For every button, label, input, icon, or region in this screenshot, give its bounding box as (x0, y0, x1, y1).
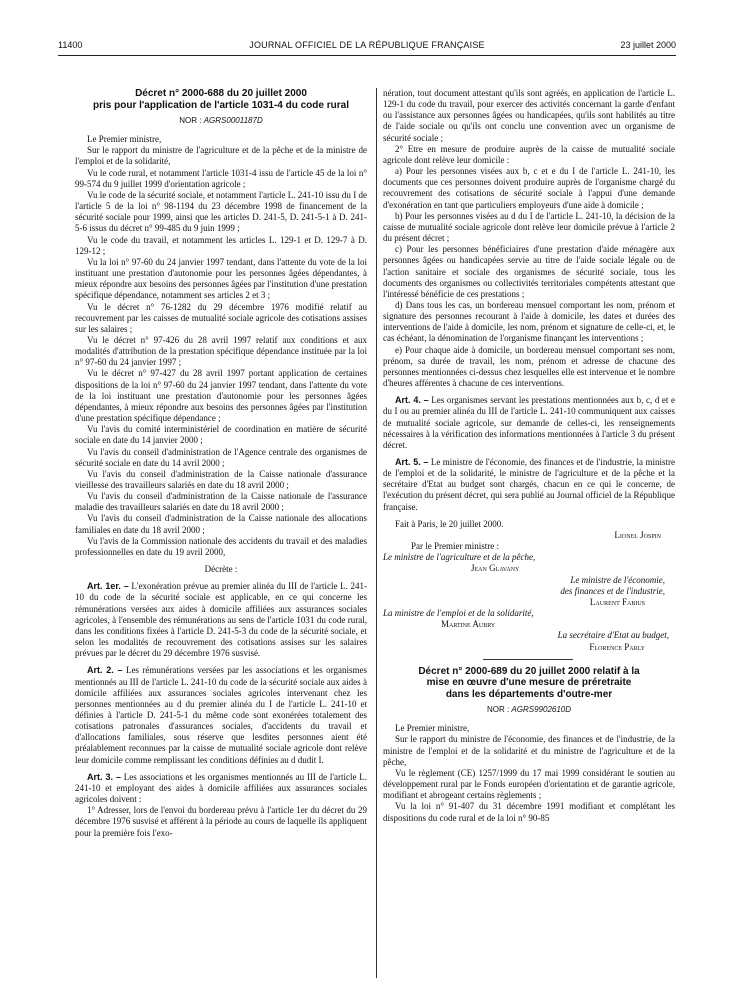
article-text: Les organismes servant les prestations mentionnées aux b, c, d et e du I ou au premier alinéa du III de l'article L. 241-10 communiquent aux caisses de mutualité sociale agricole, sur demande de celles-ci, les renseignements nécessaires à la vérification des informations mentionnées à l'article 3 du présent décret. (383, 395, 675, 450)
article-3-item-e: e) Pour chaque aide à domicile, un bordereau mensuel comportant ses nom, prénom, sa durée de travail, les nom, prénom et adresse de chacune des personnes mentionnées ci-dessus chez lesquelles elle est intervenue et le nombre d'heures afférentes à chacune de ces interventions. (383, 344, 675, 389)
article-1 (75, 581, 367, 659)
visa: Vu le décret n° 97-426 du 28 avril 1997 relatif aux conditions et aux modalités d'attribution de la prestation spécifique dépendance instituée par la loi n° 97-60 du 24 janvier 1997 ; (75, 334, 367, 368)
article-text: Les associations et les organismes mentionnés au III de l'article L. 241-10 et employant des aides à domicile affiliées aux assurances sociales agricoles doivent : (75, 771, 367, 805)
visa: Vu l'avis du conseil d'administration de la Caisse nationale des allocations familiales en date du 18 avril 2000 ; (75, 513, 367, 535)
visa: Vu la loi n° 97-60 du 24 janvier 1997 tendant, dans l'attente du vote de la loi instituant une prestation d'autonomie pour les personnes âgées dépendantes, à mieux répondre aux besoins des personnes âgées par l'institution d'une prestation spécifique dépendance, notamment ses articles 2 et 3 ; (75, 256, 367, 301)
visa: Le Premier ministre, (395, 723, 470, 734)
decret2-nor (383, 704, 675, 715)
visa: Vu le décret n° 76-1282 du 29 décembre 1976 modifié relatif au recouvrement par les caisses de mutualité sociale agricole des cotisations assises sur les salaires ; (75, 301, 367, 334)
article-label: Art. 1er. – (87, 581, 129, 592)
sig1-role: Le ministre de l'agriculture et de la pêche, (383, 552, 536, 563)
article-label: Art. 4. – (395, 395, 429, 406)
article-3 (75, 772, 367, 805)
article-3-continued: nération, tout document attestant qu'ils sont agréés, en application de l'article L. 129-1 du code du travail, pour exercer des activités concernant la garde d'enfant ou l'assistance aux personnes âgées ou handicapées, qu'ils sont habilités au titre de l'aide sociale ou qu'ils ont conclu une convention avec un organisme de sécurité sociale ; (383, 88, 675, 143)
sig2-role-a: Le ministre de l'économie, (570, 574, 665, 585)
decret1-title (75, 88, 367, 111)
journal-title: JOURNAL OFFICIEL DE LA RÉPUBLIQUE FRANÇAISE (249, 40, 485, 50)
nor-code: AGRS9902610D (511, 705, 572, 715)
article-3-item-2: 2° Etre en mesure de produire auprès de la caisse de mutualité sociale agricole dont relève leur domicile : (383, 143, 675, 165)
article-text: L'exonération prévue au premier alinéa du III de l'article L. 241-10 du code de la sécurité sociale est applicable, en ce qui concerne les rémunérations versées aux aides à domicile affiliées aux assurances sociales agricoles, à l'ensemble des rémunérations au sens de l'article 1031 du code rural, dans les conditions fixées à l'article D. 241-5-3 du code de la sécurité sociale, et selon les modalités de recouvrement des cotisations assises sur les salaires prévues par le décret du 29 décembre 1976 susvisé. (75, 581, 368, 659)
nor-code: AGRS0001187D (203, 116, 263, 125)
par-le-premier-ministre: Par le Premier ministre : (411, 541, 499, 552)
visa: Sur le rapport du ministre de l'agriculture et de la pêche et de la ministre de l'emploi et de la solidarité, (75, 145, 367, 167)
decrete: Décrète : (204, 564, 238, 575)
signature-pm: Lionel Jospin (614, 529, 661, 540)
visa: Vu l'avis du conseil d'administration de la Caisse nationale de l'assurance maladie des travailleurs salariés en date du 18 avril 2000 ; (75, 491, 367, 513)
visa: Vu l'avis du conseil d'administration de l'Agence centrale des organismes de sécurité sociale en date du 14 avril 2000 ; (75, 446, 367, 468)
decret1-title-line1: Décret n° 2000-688 du 20 juillet 2000 (135, 88, 307, 99)
article-label: Art. 2. – (87, 665, 123, 676)
decret2-title-line2: mise en œuvre d'une mesure de préretraite (426, 677, 632, 689)
visa: Vu le décret n° 97-427 du 28 avril 1997 portant application de certaines dispositions de la loi n° 97-60 du 24 janvier 1997 tendant, dans l'attente du vote de la loi instituant une prestation d'autonomie pour les personnes âgées dépendantes, à mieux répondre aux besoins des personnes âgées par l'institution d'une prestation spécifique dépendance ; (75, 368, 367, 424)
visa: Vu l'avis du conseil d'administration de la Caisse nationale d'assurance vieillesse des travailleurs salariés en date du 18 avril 2000 ; (75, 468, 367, 490)
section-divider (483, 659, 573, 660)
article-3-item-1: 1° Adresser, lors de l'envoi du bordereau prévu à l'article 1er du décret du 29 décembre 1976 susvisé et afférent à la période au cours de laquelle ils appliquent pour la première fois l'exo- (75, 805, 367, 838)
right-column (383, 88, 675, 824)
sig3-name: Martine Aubry (441, 619, 496, 630)
article-2 (75, 665, 367, 765)
fait-a-paris: Fait à Paris, le 20 juillet 2000. (395, 518, 504, 529)
article-text: Le ministre de l'économie, des finances et de l'industrie, la ministre de l'emploi et de la solidarité, le ministre de l'agriculture et de la pêche et la secrétaire d'Etat au budget sont chargés, chacun en ce qui le concerne, de l'exécution du présent décret, qui sera publié au Journal officiel de la République française. (383, 457, 675, 512)
visa: Sur le rapport du ministre de l'économie, des finances et de l'industrie, de la ministre de l'emploi et de la solidarité et du ministre de l'agriculture et de la pêche, (383, 734, 675, 767)
decret2-title-line3: dans les départements d'outre-mer (445, 688, 613, 700)
decret2-title (383, 666, 675, 701)
article-3-item-b: b) Pour les personnes visées au d du I de l'article L. 241-10, la décision de la caisse de mutualité sociale agricole dont relève leur domicile prévue à l'article 2 du présent décret ; (383, 210, 675, 244)
nor-label: NOR : (486, 705, 512, 715)
article-text: Les rémunérations versées par les associations et les organismes mentionnés au III de l'article L. 241-10 du code de la sécurité sociale aux aides à domicile affiliées aux assurances sociales agricoles intervenant chez les personnes mentionnées au d du premier alinéa du I de l'article L. 241-10 et définies à l'article D. 241-5-1 du même code sont exonérées totalement des cotisations patronales d'assurances sociales, d'accidents du travail et d'allocations familiales, sous réserve que lesdites personnes aient été préalablement reconnues par la caisse de mutualité sociale agricole dont relève leur domicile comme remplissant les conditions définies au d dudit I. (75, 665, 367, 765)
visa: Vu le code du travail, et notamment les articles L. 129-1 et D. 129-7 à D. 129-12 ; (75, 234, 367, 256)
article-label: Art. 5. – (395, 457, 429, 467)
visa: Vu le code rural, et notamment l'article 1031-4 issu de l'article 45 de la loi n° 99-574 du 9 juillet 1999 d'orientation agricole ; (75, 167, 367, 189)
article-label: Art. 3. – (87, 771, 122, 782)
article-5 (383, 457, 675, 513)
header-rule (58, 55, 676, 56)
sig4-name: Florence Parly (589, 641, 645, 652)
article-3-item-d: d) Dans tous les cas, un bordereau mensuel comportant les nom, prénom et signature des personnes recourant à l'aide à domicile, les dates et durées des interventions de l'aide à domicile, les nom, prénom et signature de celle-ci, et, le cas échéant, la dénomination de l'organisme finançant les interventions ; (383, 299, 675, 344)
visa: Vu l'avis du comité interministériel de coordination en matière de sécurité sociale en date du 14 janvier 2000 ; (75, 424, 367, 446)
nor-label: NOR : (179, 116, 204, 125)
decret1-title-line2: pris pour l'application de l'article 1031-4 du code rural (93, 99, 349, 111)
visa: Le Premier ministre, (87, 134, 162, 145)
decret2-title-line1: Décret n° 2000-689 du 20 juillet 2000 relatif à la (418, 665, 640, 677)
page-number: 11400 (58, 40, 83, 50)
issue-date: 23 juillet 2000 (620, 40, 676, 50)
sig2-name: Laurent Fabius (589, 596, 645, 607)
decret1-nor (75, 115, 367, 126)
column-separator (376, 88, 377, 978)
visa: Vu le code de la sécurité sociale, et notamment l'article L. 241-10 issu du I de l'article 5 de la loi n° 98-1194 du 23 décembre 1998 de financement de la sécurité sociale pour 1999, ainsi que les articles D. 241-5, D. 241-5-1 à D. 241-5-6 issus du décret n° 99-485 du 9 juin 1999 ; (75, 189, 367, 234)
sig4-role: La secrétaire d'Etat au budget, (557, 630, 669, 641)
page-header (58, 40, 676, 54)
sig1-name: Jean Glavany (471, 563, 520, 574)
visa: Vu l'avis de la Commission nationale des accidents du travail et des maladies professionnelles en date du 19 avril 2000, (75, 535, 367, 557)
left-column (75, 88, 367, 839)
visa: Vu la loi n° 91-407 du 31 décembre 1991 modifiant et complétant les dispositions du code rural et de la loi n° 90-85 (383, 801, 675, 823)
sig2-role-b: des finances et de l'industrie, (560, 585, 665, 596)
article-4 (383, 395, 675, 451)
sig3-role: La ministre de l'emploi et de la solidarité, (383, 608, 534, 619)
visa: Vu le règlement (CE) 1257/1999 du 17 mai 1999 considérant le soutien au développement rural par le Fonds européen d'orientation et de garantie agricole, modifiant et abrogeant certains règlements ; (383, 767, 675, 801)
article-3-item-c: c) Pour les personnes bénéficiaires d'une prestation d'aide ménagère aux personnes âgées ou handicapées servie au titre de l'aide sociale légale ou de l'action sanitaire et sociale des organismes de sécurité sociale, tous les documents des organismes ou collectivités territoriales compétents attestant que l'intéressé bénéficie de ces prestations ; (383, 244, 675, 299)
article-3-item-a: a) Pour les personnes visées aux b, c et e du I de l'article L. 241-10, les documents que ces personnes doivent produire auprès de l'organisme chargé du recouvrement des cotisations de sécurité sociale à l'appui d'une demande d'exonération en tant que particuliers employeurs d'une aide à domicile ; (383, 166, 675, 210)
